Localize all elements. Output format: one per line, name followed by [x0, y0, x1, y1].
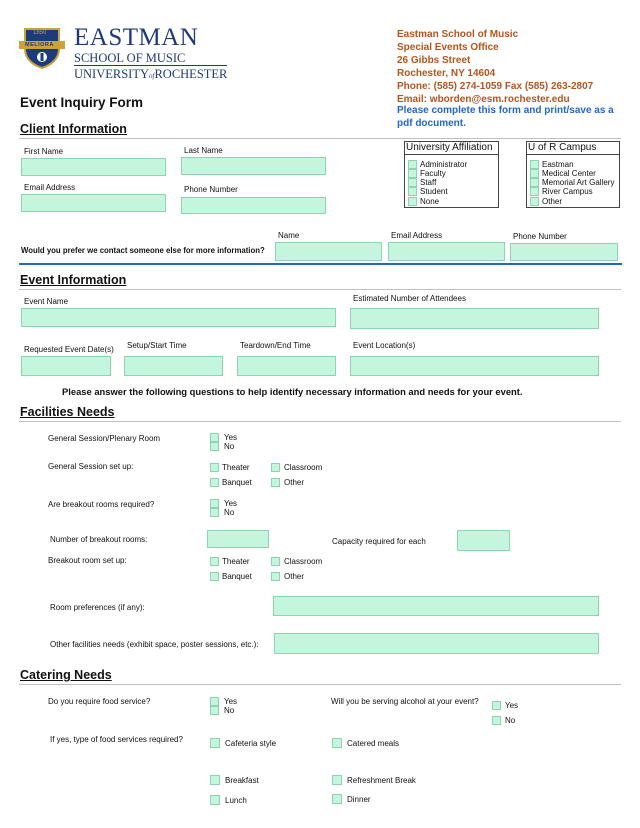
teardown-time-field[interactable] — [237, 356, 336, 376]
divider — [19, 138, 621, 139]
contact-line-6: Email: wborden@esm.rochester.edu — [397, 94, 570, 105]
phone-label: Phone Number — [184, 185, 238, 194]
num-breakout-label: Number of breakout rooms: — [50, 535, 148, 544]
session-classroom-checkbox[interactable] — [271, 463, 280, 472]
alcohol-label: Will you be serving alcohol at your event? — [331, 697, 479, 706]
location-field[interactable] — [350, 356, 599, 376]
breakout-no-label: No — [224, 508, 235, 517]
breakout-setup-label: Breakout room set up: — [48, 556, 127, 565]
breakout-classroom-label: Classroom — [284, 557, 323, 566]
dinner-checkbox[interactable] — [332, 794, 342, 804]
session-setup-label: General Session set up: — [48, 462, 134, 471]
breakout-classroom-checkbox[interactable] — [271, 557, 280, 566]
breakout-other-label: Other — [284, 572, 305, 581]
capacity-label: Capacity required for each — [332, 537, 426, 546]
affiliation-administrator-checkbox[interactable] — [408, 160, 417, 169]
breakout-yes-checkbox[interactable] — [210, 499, 219, 508]
teardown-time-label: Teardown/End Time — [240, 341, 311, 350]
alt-email-field[interactable] — [388, 242, 505, 261]
affiliation-faculty-label: Faculty — [420, 169, 446, 178]
breakfast-checkbox[interactable] — [210, 775, 220, 785]
session-banquet-checkbox[interactable] — [210, 478, 219, 487]
breakout-theater-checkbox[interactable] — [210, 557, 219, 566]
seal-motto: MELIORA — [25, 42, 54, 48]
affiliation-box — [404, 141, 499, 208]
attendees-label: Estimated Number of Attendees — [353, 294, 466, 303]
attendees-field[interactable] — [350, 308, 599, 329]
catered-checkbox[interactable] — [332, 738, 342, 748]
brand-university: UNIVERSITYofROCHESTER — [74, 67, 228, 81]
location-label: Event Location(s) — [353, 341, 416, 350]
alcohol-no-label: No — [505, 716, 516, 725]
breakout-no-checkbox[interactable] — [210, 508, 219, 517]
campus-river-checkbox[interactable] — [530, 187, 539, 196]
breakout-banquet-label: Banquet — [222, 572, 252, 581]
divider — [19, 684, 621, 685]
cafeteria-checkbox[interactable] — [210, 738, 220, 748]
campus-title: U of R Campus — [527, 142, 619, 155]
contact-line-5: Phone: (585) 274-1059 Fax (585) 263-2807 — [397, 81, 594, 92]
room-preferences-field[interactable] — [273, 596, 599, 616]
cafeteria-label: Cafeteria style — [225, 739, 277, 748]
other-needs-field[interactable] — [274, 633, 599, 654]
refreshment-checkbox[interactable] — [332, 775, 342, 785]
form-title: Event Inquiry Form — [20, 95, 144, 110]
affiliation-faculty-checkbox[interactable] — [408, 169, 417, 178]
breakout-required-label: Are breakout rooms required? — [48, 500, 155, 509]
contact-line-1: Eastman School of Music — [397, 29, 519, 40]
catered-label: Catered meals — [347, 739, 400, 748]
facilities-heading: Facilities Needs — [20, 405, 115, 419]
alt-phone-label: Phone Number — [513, 232, 567, 241]
plenary-yes-checkbox[interactable] — [210, 433, 219, 442]
instructions-note: Please complete this form and print/save as a pdf document. — [397, 105, 614, 129]
alt-contact-question: Would you prefer we contact someone else for more information? — [21, 246, 265, 255]
divider — [19, 289, 621, 290]
session-banquet-label: Banquet — [222, 478, 252, 487]
refreshment-label: Refreshment Break — [347, 776, 416, 785]
affiliation-none-label: None — [420, 197, 440, 206]
alcohol-no-checkbox[interactable] — [492, 716, 501, 725]
brand-name: EASTMAN — [74, 24, 199, 51]
contact-line-3: 26 Gibbs Street — [397, 55, 471, 66]
campus-eastman-label: Eastman — [542, 160, 574, 169]
food-service-label: Do you require food service? — [48, 697, 151, 706]
session-theater-label: Theater — [222, 463, 250, 472]
client-info-heading: Client Information — [20, 122, 127, 136]
campus-other-label: Other — [542, 197, 563, 206]
event-name-label: Event Name — [24, 297, 69, 306]
section-divider — [19, 263, 622, 265]
breakout-yes-label: Yes — [224, 499, 238, 508]
event-date-field[interactable] — [21, 356, 111, 376]
setup-time-field[interactable] — [124, 356, 223, 376]
setup-time-label: Setup/Start Time — [127, 341, 187, 350]
num-breakout-field[interactable] — [207, 530, 269, 548]
food-no-label: No — [224, 706, 235, 715]
contact-line-4: Rochester, NY 14604 — [397, 68, 496, 79]
food-yes-checkbox[interactable] — [210, 697, 219, 706]
alt-phone-field[interactable] — [510, 243, 618, 261]
alt-name-field[interactable] — [275, 242, 382, 261]
capacity-field[interactable] — [457, 530, 510, 551]
breakfast-label: Breakfast — [225, 776, 259, 785]
affiliation-none-checkbox[interactable] — [408, 197, 417, 206]
email-field[interactable] — [21, 194, 166, 212]
plenary-no-checkbox[interactable] — [210, 442, 219, 451]
last-name-field[interactable] — [181, 157, 326, 175]
email-label: Email Address — [24, 183, 76, 192]
alcohol-yes-label: Yes — [505, 701, 519, 710]
phone-field[interactable] — [181, 197, 326, 214]
dinner-label: Dinner — [347, 795, 371, 804]
contact-line-2: Special Events Office — [397, 42, 499, 53]
alt-email-label: Email Address — [391, 231, 443, 240]
lunch-label: Lunch — [225, 796, 247, 805]
room-preferences-label: Room preferences (if any): — [50, 603, 145, 612]
food-type-label: If yes, type of food services required? — [50, 735, 183, 744]
session-other-checkbox[interactable] — [271, 478, 280, 487]
plenary-yes-label: Yes — [224, 433, 238, 442]
campus-gallery-label: Memorial Art Gallery — [542, 178, 615, 187]
seal-year: 1850 — [33, 30, 47, 36]
campus-river-label: River Campus — [542, 187, 593, 196]
brand-school: SCHOOL OF MUSIC — [74, 51, 186, 65]
event-info-heading: Event Information — [20, 273, 127, 287]
campus-medical-checkbox[interactable] — [530, 169, 539, 178]
campus-medical-label: Medical Center — [542, 169, 596, 178]
plenary-no-label: No — [224, 442, 235, 451]
session-other-label: Other — [284, 478, 305, 487]
event-name-field[interactable] — [21, 308, 336, 327]
campus-eastman-checkbox[interactable] — [530, 160, 539, 169]
session-theater-checkbox[interactable] — [210, 463, 219, 472]
breakout-other-checkbox[interactable] — [271, 572, 280, 581]
last-name-label: Last Name — [184, 146, 223, 155]
plenary-label: General Session/Plenary Room — [48, 434, 161, 443]
food-yes-label: Yes — [224, 697, 238, 706]
event-date-label: Requested Event Date(s) — [24, 345, 114, 354]
food-no-checkbox[interactable] — [210, 706, 219, 715]
affiliation-title: University Affiliation — [405, 142, 498, 155]
alt-name-label: Name — [278, 231, 300, 240]
catering-heading: Catering Needs — [20, 668, 112, 682]
lunch-checkbox[interactable] — [210, 795, 220, 805]
alcohol-yes-checkbox[interactable] — [492, 701, 501, 710]
affiliation-staff-checkbox[interactable] — [408, 178, 417, 187]
first-name-label: First Name — [24, 147, 64, 156]
instruction-text: Please answer the following questions to help identify necessary information and needs for your event. — [62, 386, 523, 397]
breakout-banquet-checkbox[interactable] — [210, 572, 219, 581]
affiliation-staff-label: Staff — [420, 178, 437, 187]
campus-other-checkbox[interactable] — [530, 197, 539, 206]
university-seal — [19, 27, 65, 69]
affiliation-student-checkbox[interactable] — [408, 187, 417, 196]
session-classroom-label: Classroom — [284, 463, 323, 472]
other-needs-label: Other facilities needs (exhibit space, poster sessions, etc.): — [50, 640, 259, 649]
breakout-theater-label: Theater — [222, 557, 250, 566]
first-name-field[interactable] — [21, 158, 166, 176]
campus-gallery-checkbox[interactable] — [530, 178, 539, 187]
affiliation-student-label: Student — [420, 187, 448, 196]
affiliation-administrator-label: Administrator — [420, 160, 468, 169]
divider — [19, 421, 621, 422]
